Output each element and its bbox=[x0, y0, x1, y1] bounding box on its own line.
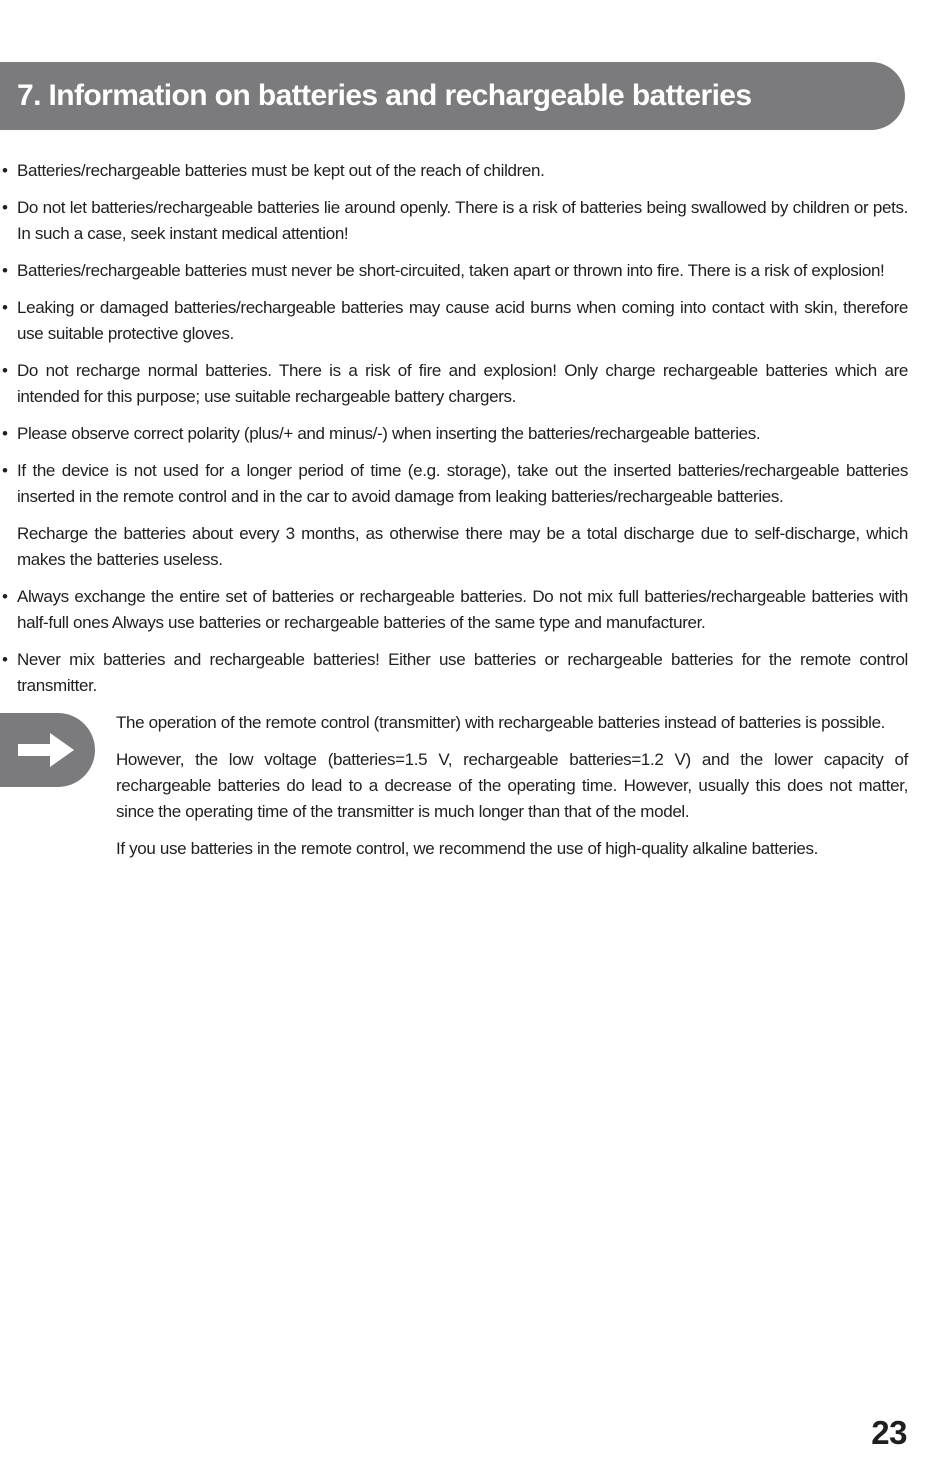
section-header bbox=[0, 62, 905, 130]
bullet-marker: • bbox=[2, 650, 8, 669]
arrow-right-icon bbox=[0, 713, 95, 787]
list-item-text: Batteries/rechargeable batteries must never be short-circuited, taken apart or thrown into fire. There is a risk of explosion! bbox=[17, 261, 885, 280]
note-paragraph: If you use batteries in the remote control, we recommend the use of high-quality alkaline batteries. bbox=[116, 839, 819, 858]
list-item bbox=[0, 258, 908, 284]
section-content bbox=[0, 158, 908, 873]
bullet-marker: • bbox=[2, 261, 8, 280]
bullet-marker: • bbox=[2, 161, 8, 180]
list-item bbox=[0, 584, 908, 636]
note-paragraph: The operation of the remote control (transmitter) with rechargeable batteries instead of batteries is possible. bbox=[116, 713, 886, 732]
list-item bbox=[0, 421, 908, 447]
list-item-text: Batteries/rechargeable batteries must be kept out of the reach of children. bbox=[17, 161, 545, 180]
bullet-marker: • bbox=[2, 198, 8, 217]
list-item-text: Do not recharge normal batteries. There is a risk of fire and explosion! Only charge rechargeable batteries which are intended for this purpose; use suitable rechargeable battery chargers. bbox=[17, 361, 908, 406]
list-item bbox=[0, 158, 908, 184]
bullet-marker: • bbox=[2, 424, 8, 443]
list-item bbox=[0, 358, 908, 410]
list-item-text: Never mix batteries and rechargeable batteries! Either use batteries or rechargeable batteries for the remote control transmitter. bbox=[17, 650, 908, 695]
list-item-text: Please observe correct polarity (plus/+ and minus/-) when inserting the batteries/rechargeable batteries. bbox=[17, 424, 761, 443]
page-number: 23 bbox=[871, 1414, 907, 1451]
section-title: 7. Information on batteries and rechargeable batteries bbox=[17, 79, 752, 112]
list-item-text: If the device is not used for a longer period of time (e.g. storage), take out the inserted batteries/rechargeable batteries inserted in the remote control and in the car to avoid damage from leaking batteries/rechargeable batteries. bbox=[17, 461, 908, 506]
continuation-paragraph: Recharge the batteries about every 3 months, as otherwise there may be a total discharge due to self-discharge, which makes the batteries useless. bbox=[17, 524, 908, 569]
bullet-marker: • bbox=[2, 461, 8, 480]
list-item-text: Leaking or damaged batteries/rechargeable batteries may cause acid burns when coming into contact with skin, therefore use suitable protective gloves. bbox=[17, 298, 908, 343]
bullet-marker: • bbox=[2, 298, 8, 317]
note-block bbox=[0, 710, 908, 862]
list-item-text: Do not let batteries/rechargeable batteries lie around openly. There is a risk of batteries being swallowed by children or pets. In such a case, seek instant medical attention! bbox=[17, 198, 908, 243]
bullet-list bbox=[0, 158, 908, 510]
list-item bbox=[0, 647, 908, 699]
bullet-marker: • bbox=[2, 361, 8, 380]
bullet-marker: • bbox=[2, 587, 8, 606]
list-item bbox=[0, 295, 908, 347]
note-paragraph: However, the low voltage (batteries=1.5 V, rechargeable batteries=1.2 V) and the lower capacity of rechargeable batteries do lead to a decrease of the operating time. However, usually this does not matter, since the operating time of the transmitter is much longer than that of the model. bbox=[116, 750, 908, 821]
list-item bbox=[0, 458, 908, 510]
list-item bbox=[0, 195, 908, 247]
list-item-text: Always exchange the entire set of batteries or rechargeable batteries. Do not mix full batteries/rechargeable batteries with half-full ones Always use batteries or rechargeable batteries of the same type and manufacturer. bbox=[17, 587, 908, 632]
bullet-list-2 bbox=[0, 584, 908, 699]
